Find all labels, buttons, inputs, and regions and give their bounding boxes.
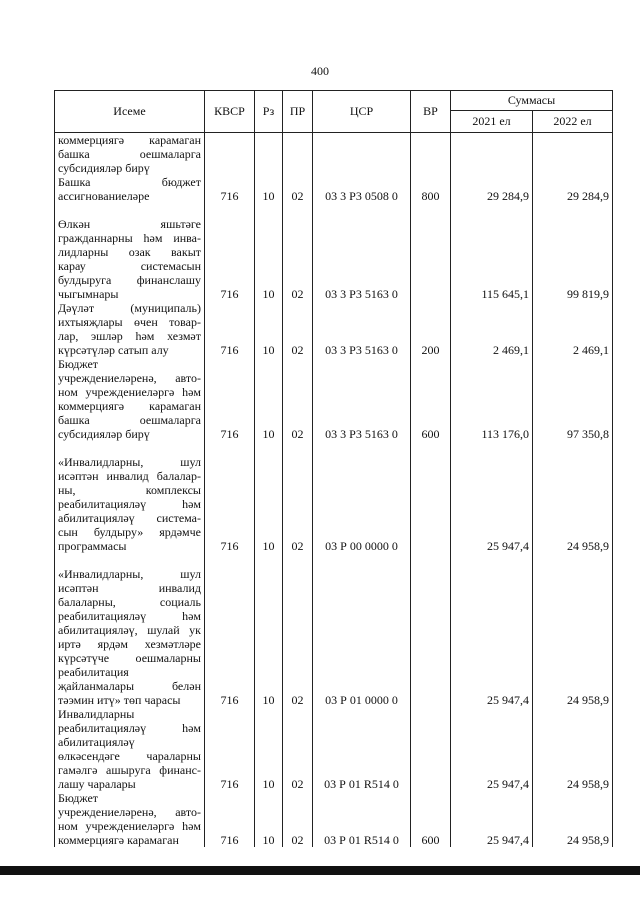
cell-sum2021: 25 947,4 (451, 441, 533, 553)
row-name-line: гражданнарны һәм инва- (58, 231, 201, 245)
row-name-line: ассигнованиеләре (58, 189, 150, 203)
cell-pr: 02 (283, 175, 313, 203)
cell-csr: 03 3 Р3 5163 0 (313, 301, 411, 357)
row-name-line: программасы (58, 539, 127, 553)
row-name-line: субсидияләр бирү (58, 427, 150, 441)
row-name-line: өлкәсендәге чараларны (58, 749, 201, 763)
row-name-line: субсидияләр бирү (58, 161, 150, 175)
row-name-line: җайланмалары белән (58, 679, 201, 693)
cell-sum2022: 2 469,1 (533, 301, 613, 357)
row-name-line: абилитацияләү, шулай ук (58, 623, 201, 637)
cell-csr (313, 133, 411, 176)
cell-kvsr: 716 (205, 441, 255, 553)
row-name-line: Башка бюджет (58, 175, 201, 189)
cell-kvsr: 716 (205, 357, 255, 441)
cell-csr: 03 3 Р3 5163 0 (313, 203, 411, 301)
row-name-line: исәптән инвалид (58, 581, 201, 595)
header-kvsr: КВСР (205, 91, 255, 133)
table-row (55, 301, 613, 357)
header-rz: Рз (255, 91, 283, 133)
cell-csr: 03 3 Р3 5163 0 (313, 357, 411, 441)
cell-sum2022 (533, 133, 613, 176)
budget-table (54, 90, 613, 847)
table-row (55, 175, 613, 203)
row-name-line: лашу чаралары (58, 777, 136, 791)
row-name-line: реабилитацияләү һәм (58, 497, 201, 511)
row-name-line: тәэмин итү» төп чарасы (58, 693, 181, 707)
row-name (55, 301, 205, 357)
cell-rz: 10 (255, 203, 283, 301)
cell-rz: 10 (255, 175, 283, 203)
cell-vr: 600 (411, 791, 451, 847)
row-name-line: күрсәтүче оешмаларны (58, 651, 201, 665)
page-number: 400 (311, 64, 329, 78)
row-name-line: реабилитацияләү һәм (58, 721, 201, 735)
row-name-line: абилитацияләү система- (58, 511, 201, 525)
cell-kvsr: 716 (205, 175, 255, 203)
cell-rz: 10 (255, 357, 283, 441)
row-name-line: учреждениеләренә, авто- (58, 805, 201, 819)
row-name-line: сын булдыру» ярдәмче (58, 525, 201, 539)
table-header (55, 91, 613, 133)
cell-pr: 02 (283, 553, 313, 707)
cell-rz (255, 133, 283, 176)
table-row (55, 133, 613, 176)
row-name-line: иртә ярдәм хезмәтләре (58, 637, 201, 651)
row-name-line: ихтыяҗлары өчен товар- (58, 315, 201, 329)
row-name-line: Бюджет (58, 357, 99, 371)
header-vr: ВР (411, 91, 451, 133)
cell-vr (411, 133, 451, 176)
row-name-line: балаларны, социаль (58, 595, 201, 609)
row-name-line: карау системасын (58, 259, 201, 273)
header-year-2021: 2021 ел (451, 111, 533, 133)
cell-sum2022: 24 958,9 (533, 553, 613, 707)
cell-sum2022: 24 958,9 (533, 707, 613, 791)
row-name (55, 175, 205, 203)
cell-kvsr: 716 (205, 553, 255, 707)
header-csr: ЦСР (313, 91, 411, 133)
row-name-line: башка оешмаларга (58, 147, 201, 161)
row-name-line: ны, комплексы (58, 483, 201, 497)
row-name-line: чыгымнары (58, 287, 119, 301)
row-name-line: коммерциягә карамаган (58, 399, 201, 413)
cell-vr (411, 441, 451, 553)
row-name-line: учреждениеләренә, авто- (58, 371, 201, 385)
row-name-line: коммерциягә карамаган (58, 833, 179, 847)
row-name (55, 203, 205, 301)
row-name-line: реабилитация (58, 665, 129, 679)
cell-csr: 03 Р 00 0000 0 (313, 441, 411, 553)
cell-pr: 02 (283, 791, 313, 847)
row-name (55, 707, 205, 791)
header-year-2022: 2022 ел (533, 111, 613, 133)
table-row (55, 441, 613, 553)
cell-csr: 03 Р 01 R514 0 (313, 707, 411, 791)
cell-vr: 800 (411, 175, 451, 203)
row-name (55, 441, 205, 553)
cell-pr: 02 (283, 203, 313, 301)
table-row (55, 357, 613, 441)
cell-rz: 10 (255, 553, 283, 707)
row-name-line: башка оешмаларга (58, 413, 201, 427)
row-name (55, 357, 205, 441)
row-name-line: «Инвалидларны, шул (58, 567, 201, 581)
row-name-line: Инвалидларны (58, 707, 135, 721)
row-name-line: лар, эшләр һәм хезмәт (58, 329, 201, 343)
cell-rz: 10 (255, 441, 283, 553)
row-name-line: Бюджет (58, 791, 99, 805)
cell-kvsr (205, 133, 255, 176)
row-name-line: «Инвалидларны, шул (58, 455, 201, 469)
row-name (55, 133, 205, 176)
cell-sum2021: 2 469,1 (451, 301, 533, 357)
cell-sum2022: 24 958,9 (533, 791, 613, 847)
cell-sum2022: 97 350,8 (533, 357, 613, 441)
cell-sum2021: 25 947,4 (451, 791, 533, 847)
row-name-line: лидларны озак вакыт (58, 245, 201, 259)
row-name (55, 791, 205, 847)
cell-vr: 600 (411, 357, 451, 441)
row-name-line: коммерциягә карамаган (58, 133, 201, 147)
cell-sum2021: 25 947,4 (451, 553, 533, 707)
table-body (55, 133, 613, 848)
cell-kvsr: 716 (205, 203, 255, 301)
cell-csr: 03 Р 01 R514 0 (313, 791, 411, 847)
row-name-line: Өлкән яшьтәге (58, 217, 201, 231)
cell-sum2021: 113 176,0 (451, 357, 533, 441)
cell-sum2022: 24 958,9 (533, 441, 613, 553)
row-name-line: булдыруга финанслашу (58, 273, 201, 287)
row-name-line: күрсәтүләр сатып алу (58, 343, 169, 357)
cell-csr: 03 Р 01 0000 0 (313, 553, 411, 707)
cell-vr (411, 707, 451, 791)
cell-pr (283, 133, 313, 176)
table-row (55, 707, 613, 791)
cell-rz: 10 (255, 301, 283, 357)
cell-vr: 200 (411, 301, 451, 357)
table-row (55, 553, 613, 707)
table-row (55, 791, 613, 847)
cell-sum2021: 25 947,4 (451, 707, 533, 791)
cell-kvsr: 716 (205, 707, 255, 791)
cell-vr (411, 203, 451, 301)
cell-kvsr: 716 (205, 791, 255, 847)
row-name (55, 553, 205, 707)
cell-rz: 10 (255, 791, 283, 847)
row-name-line: исәптән инвалид балалар- (58, 469, 201, 483)
row-name-line: ном учреждениеләргә һәм (58, 819, 201, 833)
header-pr: ПР (283, 91, 313, 133)
cell-pr: 02 (283, 357, 313, 441)
row-name-line: ном учреждениеләргә һәм (58, 385, 201, 399)
cell-rz: 10 (255, 707, 283, 791)
cell-kvsr: 716 (205, 301, 255, 357)
cell-sum2021 (451, 133, 533, 176)
cell-pr: 02 (283, 301, 313, 357)
scan-bottom-edge (0, 866, 640, 875)
header-sums: Суммасы (451, 91, 613, 111)
header-name: Исеме (55, 91, 205, 133)
cell-vr (411, 553, 451, 707)
cell-sum2022: 29 284,9 (533, 175, 613, 203)
cell-sum2021: 29 284,9 (451, 175, 533, 203)
row-name-line: абилитацияләү (58, 735, 135, 749)
cell-pr: 02 (283, 441, 313, 553)
row-name-line: Дәүләт (муниципаль) (58, 301, 201, 315)
cell-csr: 03 3 Р3 0508 0 (313, 175, 411, 203)
row-name-line: гамәлгә ашыруга финанс- (58, 763, 201, 777)
cell-pr: 02 (283, 707, 313, 791)
cell-sum2022: 99 819,9 (533, 203, 613, 301)
cell-sum2021: 115 645,1 (451, 203, 533, 301)
table-row (55, 203, 613, 301)
row-name-line: реабилитацияләү һәм (58, 609, 201, 623)
